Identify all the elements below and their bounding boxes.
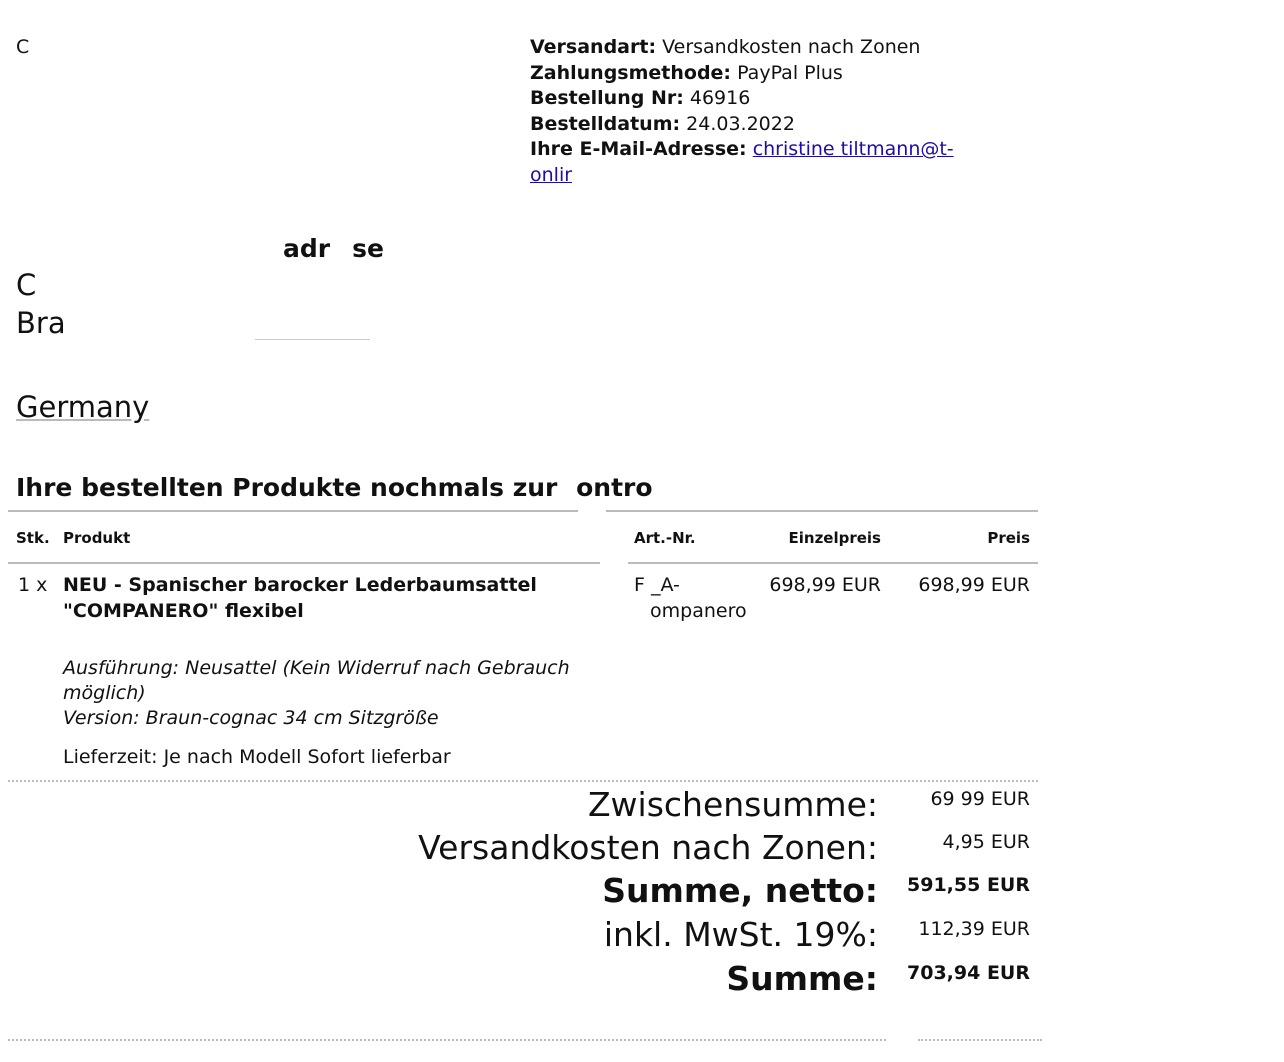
net-label: Summe, netto:: [602, 871, 878, 910]
shipping-row: [530, 35, 990, 61]
vat-value: 112,39 EUR: [918, 918, 1030, 940]
total-shipping: [300, 828, 1030, 870]
item-name: NEU - Spanischer barocker Lederbaumsattel "COMPANERO" flexibel: [63, 574, 537, 622]
footer-divider-left: [8, 1039, 886, 1041]
th-product: Produkt: [63, 529, 131, 547]
total-vat: [300, 915, 1030, 957]
total-net: [300, 871, 1030, 913]
order-date-value: 24.03.2022: [686, 112, 795, 135]
shipping-cost-label: Versandkosten nach Zonen:: [418, 828, 878, 867]
item-art-nr: F _A- ompanero: [634, 574, 747, 622]
header-left-fragment: C: [16, 36, 30, 58]
address-title: adr se: [283, 234, 384, 263]
order-number-label: Bestellung Nr:: [530, 87, 684, 109]
total-subtotal: [300, 785, 1030, 827]
shipping-label: Versandart:: [530, 36, 657, 58]
item-qty: 1 x: [18, 574, 48, 596]
order-date-label: Bestelldatum:: [530, 112, 681, 135]
net-value: 591,55 EUR: [907, 874, 1030, 896]
grand-total-label: Summe:: [726, 959, 878, 998]
item-variant: Ausführung: Neusattel (Kein Widerruf nach Gebrauch möglich) Version: Braun-cognac 34 cm Sitzgröße: [63, 657, 570, 729]
total-grand: [300, 959, 1030, 1001]
subtotal-value: 69 99 EUR: [930, 788, 1030, 810]
footer-divider-right: [918, 1039, 1042, 1041]
payment-value: PayPal Plus: [737, 61, 843, 84]
item-unit-price: 698,99 EUR: [769, 574, 881, 596]
address-country: Germany: [16, 390, 150, 424]
grand-total-value: 703,94 EUR: [907, 962, 1030, 984]
subtotal-label: Zwischensumme:: [587, 785, 878, 824]
th-qty: Stk.: [16, 529, 50, 547]
header-divider-right: [628, 562, 1038, 564]
order-number-row: [530, 86, 990, 112]
shipping-cost-value: 4,95 EUR: [942, 831, 1030, 853]
email-label: Ihre E-Mail-Adresse:: [530, 138, 747, 160]
th-art-nr: Art.-Nr.: [634, 529, 696, 547]
products-title: Ihre bestellten Produkte nochmals zur ontro: [16, 473, 653, 502]
title-divider-right: [606, 510, 1038, 512]
address-line-1: C: [16, 268, 37, 302]
vat-label: inkl. MwSt. 19%:: [603, 915, 878, 954]
order-number-value: 46916: [689, 87, 751, 109]
email-link[interactable]: christine tiltmann@t-: [752, 138, 954, 160]
payment-row: [530, 61, 990, 87]
address-underline: [255, 339, 370, 340]
order-info: [530, 35, 990, 188]
item-delivery: Lieferzeit: Je nach Modell Sofort lieferbar: [63, 746, 451, 768]
order-date-row: [530, 112, 990, 138]
email-row: [530, 137, 990, 163]
row-divider: [8, 780, 1038, 782]
th-unit-price: Einzelpreis: [788, 529, 881, 547]
header-divider-left: [8, 562, 600, 564]
title-divider-left: [8, 510, 578, 512]
address-line-2: Bra: [16, 306, 66, 340]
email-link-cont[interactable]: onlir: [530, 163, 573, 186]
payment-label: Zahlungsmethode:: [530, 61, 732, 84]
item-price: 698,99 EUR: [918, 574, 1030, 596]
shipping-value: Versandkosten nach Zonen: [662, 36, 921, 58]
th-price: Preis: [987, 529, 1030, 547]
